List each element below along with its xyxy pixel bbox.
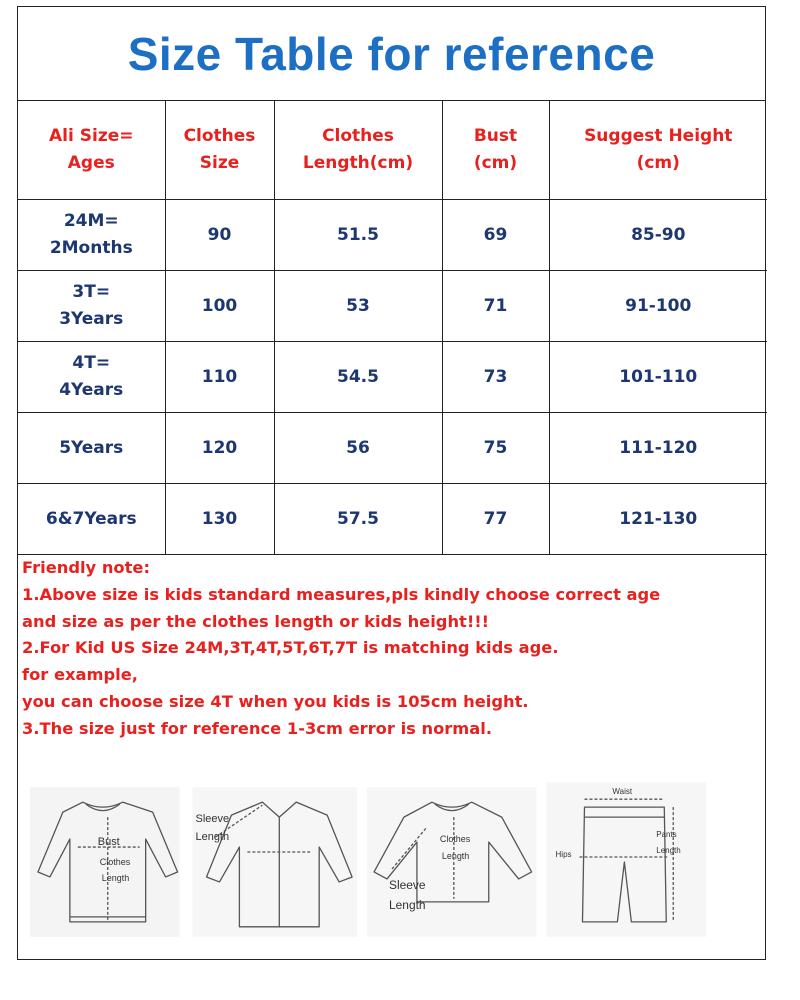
cell-size [165,413,274,484]
cell-height [549,200,767,271]
hips-label: Hips [555,850,572,860]
cell-height [549,413,767,484]
note-line: you can choose size 4T when you kids is 105cm height. [22,691,529,711]
header-label: Clothes Size [183,126,256,173]
cell-text: 101-110 [619,366,698,387]
cell-size [165,484,274,555]
header-clothes-size [165,101,274,200]
note-line: 2.For Kid US Size 24M,3T,4T,5T,6T,7T is matching kids age. [22,638,559,658]
cell-text: 53 [346,295,370,316]
clothes-label-1: Clothes [99,856,131,867]
table-row [18,484,767,555]
cell-bust [442,200,549,271]
cell-text: 121-130 [619,508,698,529]
table-header-row [18,101,767,200]
cell-size [165,271,274,342]
cell-text: 120 [201,437,238,458]
table-row [18,271,767,342]
length-label-1: Length [101,872,130,883]
header-label: Suggest Height (cm) [584,126,733,173]
note-line: for example, [22,665,138,685]
cell-age [18,200,165,271]
cell-text: 111-120 [619,437,698,458]
cell-height [549,484,767,555]
cell-text: 6&7Years [45,508,137,529]
size-table [18,101,767,555]
cell-text: 73 [483,366,508,387]
sleeve-label-2: Sleeve [389,877,426,892]
cell-text: 24M= 2Months [49,211,133,258]
length-label-2: Length [441,851,470,862]
cell-length [274,342,442,413]
shirt-diagram [193,787,358,937]
raglan-diagram [367,787,537,937]
header-clothes-length [274,101,442,200]
note-line: 3.The size just for reference 1-3cm error is normal. [22,718,493,738]
page-title: Size Table for reference [18,7,765,101]
cell-length [274,200,442,271]
note-line: 1.Above size is kids standard measures,pls kindly choose correct age [22,584,661,604]
table-row [18,342,767,413]
cell-size [165,342,274,413]
cell-height [549,342,767,413]
cell-text: 57.5 [337,508,379,529]
cell-text: 56 [346,437,370,458]
cell-text: 77 [483,508,508,529]
cell-size [165,200,274,271]
cell-text: 91-100 [625,295,692,316]
header-bust [442,101,549,200]
header-label: Bust (cm) [473,126,518,173]
sleeve-length-label-2: Length [389,897,426,912]
measurement-diagrams [18,777,765,947]
header-label: Clothes Length(cm) [302,126,414,173]
cell-text: 3T= 3Years [59,282,124,329]
cell-length [274,271,442,342]
cell-height [549,271,767,342]
pants-length-label: Length [656,846,681,856]
cell-text: 69 [483,224,508,245]
cell-length [274,484,442,555]
header-label: Ali Size= Ages [49,126,134,173]
cell-text: 54.5 [337,366,379,387]
cell-text: 130 [201,508,238,529]
cell-age [18,271,165,342]
cell-text: 85-90 [631,224,686,245]
table-row [18,413,767,484]
clothes-label-2: Clothes [439,834,471,845]
header-ali-size [18,101,165,200]
cell-text: 4T= 4Years [59,353,124,400]
cell-text: 75 [483,437,508,458]
cell-bust [442,484,549,555]
header-suggest-height [549,101,767,200]
cell-text: 110 [201,366,238,387]
cell-bust [442,271,549,342]
bust-label: Bust [97,836,120,849]
note-line: and size as per the clothes length or kids height!!! [22,611,490,631]
sleeve-label-1: Sleeve [195,813,230,826]
cell-age [18,413,165,484]
cell-text: 90 [207,224,232,245]
cell-length [274,413,442,484]
friendly-notes [22,555,762,743]
cell-bust [442,413,549,484]
cell-age [18,484,165,555]
cell-text: 71 [483,295,508,316]
table-row [18,200,767,271]
pants-diagram [547,782,707,937]
waist-label: Waist [612,787,633,797]
cell-age [18,342,165,413]
note-heading: Friendly note: [22,558,150,577]
cell-text: 100 [201,295,238,316]
cell-text: 5Years [59,437,124,458]
sleeve-length-label-1: Length [195,831,230,844]
pants-label: Pants [656,830,677,840]
size-chart-frame [17,6,766,960]
cell-bust [442,342,549,413]
cell-text: 51.5 [337,224,379,245]
